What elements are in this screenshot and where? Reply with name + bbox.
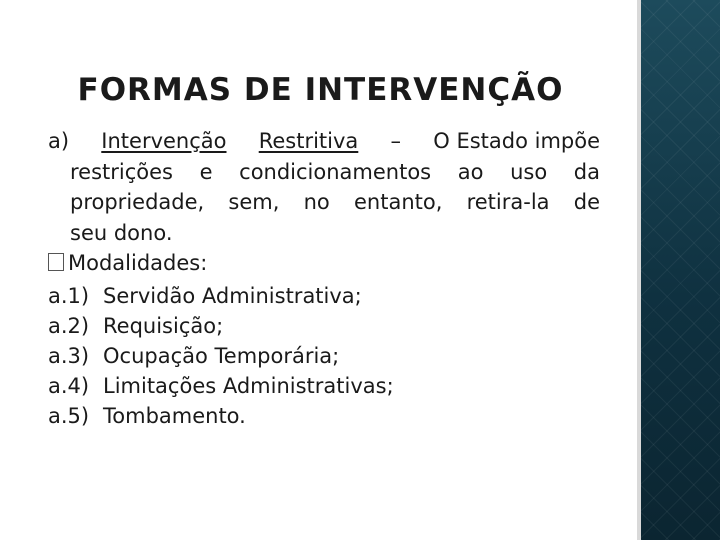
modalidades-label: Modalidades: [68, 251, 208, 275]
list-item-label: Servidão Administrativa; [103, 283, 362, 308]
list-item [48, 341, 600, 371]
decorative-side-panel [641, 0, 720, 540]
list-item-marker: a.1) [48, 283, 90, 308]
modalidades-line [48, 248, 600, 279]
list-item-label: Limitações Administrativas; [103, 374, 394, 399]
modalidades-list [48, 281, 600, 432]
slide-title: FORMAS DE INTERVENÇÃO [77, 72, 564, 108]
list-item [48, 401, 600, 431]
intro-term-word-2: Restritiva [258, 129, 359, 153]
intro-dash: – [390, 129, 402, 153]
square-bullet-icon [48, 253, 64, 271]
intro-term-word-1: Intervenção [101, 129, 227, 153]
intro-line-3-wrap [48, 187, 600, 218]
intro-paragraph [48, 126, 600, 248]
list-item-marker: a.2) [48, 313, 90, 338]
list-item [48, 281, 600, 311]
intro-line-2-wrap [48, 157, 600, 188]
list-item-label: Tombamento. [103, 404, 246, 429]
intro-text-line-2: restrições e condicionamentos ao uso da [70, 159, 600, 184]
intro-prefix: a) [48, 129, 70, 153]
list-item-label: Requisição; [103, 313, 224, 338]
list-item-marker: a.4) [48, 374, 90, 399]
intro-text-line-4: seu dono. [70, 220, 173, 245]
intro-line-1 [48, 126, 600, 157]
list-item-marker: a.3) [48, 343, 90, 368]
list-item-marker: a.5) [48, 404, 90, 429]
intro-text-line-1: O Estado impõe [433, 129, 600, 153]
list-item-label: Ocupação Temporária; [103, 343, 340, 368]
list-item [48, 311, 600, 341]
intro-line-4-wrap [48, 218, 600, 249]
intro-text-line-3: propriedade, sem, no entanto, retira-la de [70, 190, 600, 214]
list-item [48, 371, 600, 401]
slide-body [48, 126, 600, 432]
